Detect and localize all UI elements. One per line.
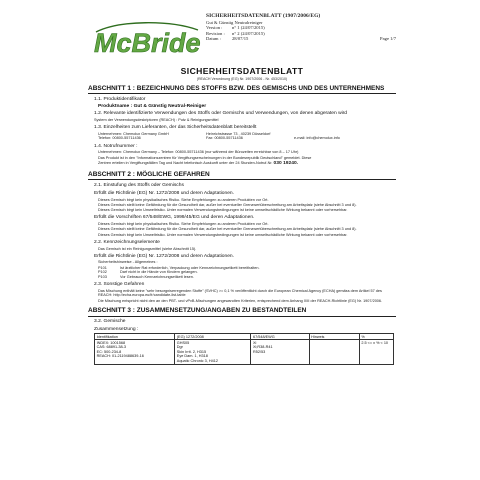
revision-label: Revision : <box>206 30 225 36</box>
id-index: INDEX: 1001568 <box>96 340 126 345</box>
other-hazards-2: Die Mischung entspricht nicht den an den PBT- und vPvB-Mischungen angewandten Kriterien, entsprechend dem Anhang XIII der REACH-Richtlinie (EG) Nr. 1907/2006. <box>98 298 383 303</box>
emergency-line-2: Das Produkt ist in den "Informationszentren für Vergiftungserscheinungen in der Bundesrepublik Deutschland" gemeldet. Diese <box>98 155 312 160</box>
supplier-email: e-mail: info@chemolux.info <box>294 136 340 141</box>
supplier-phone: Telefon: 00800-55711436 <box>98 136 141 141</box>
dpd-physical: Dieses Gemisch birgt kein physikalisches Risiko. Siehe Empfehlungen zu anderen Produkten vor Ort. <box>98 222 269 227</box>
dpd-environment: Dieses Gemisch birgt kein Umweltrisiko. Unter normalen Verwendungsbedingungen ist keine umweltschädliche Wirkung bekannt oder vorhersehbar. <box>98 232 348 237</box>
dsd-phrases: Xi;R38-R41 <box>252 345 273 350</box>
cell-note <box>309 340 359 364</box>
table-row <box>95 340 394 364</box>
product-name: Produktname : Gut & Günstig Neutral-Reiniger <box>98 103 207 109</box>
emergency-number: 030 19240. <box>273 160 299 166</box>
clp-physical: Dieses Gemisch birgt kein physikalisches Risiko. Siehe Empfehlungen zu anderen Produkten vor Ort. <box>98 197 269 202</box>
revision-value: n° 2 (24/07/2015) <box>232 30 265 36</box>
doc-type: SICHERHEITSDATENBLATT (1907/2006/EG) <box>206 13 321 19</box>
p101-text: Ist ärztlicher Rat erforderlich, Verpackung oder Kennzeichnungsetikett bereithalten. <box>120 265 260 270</box>
date-label: Datum : <box>206 36 221 42</box>
logo-text: McBride <box>94 28 201 58</box>
composition-label: Zusammensetzung : <box>94 327 139 333</box>
label-text: Das Gemisch ist ein Reinigungsmittel (siehe Abschnitt 15). <box>98 246 197 251</box>
emergency-text: Zentren erteilen in Vergiftungsfällen Tag und Nacht telefonisch Auskunft unter der 24 Stunden-Notruf-Nr. <box>98 160 273 165</box>
subsection-1-4: 1.4. Notrufnummer : <box>94 143 138 149</box>
id-reach: REACH: 01-2119488639-16 <box>96 354 144 359</box>
supplier-address: Heinrichstrasse 73 , 40239 Düsseldorf <box>206 131 271 136</box>
subsection-1-1: 1.1. Produktidentifikator <box>94 97 146 102</box>
cell-percent: 2.5 <= x % < 10 <box>359 340 393 364</box>
table-header: % <box>359 334 393 340</box>
emergency-line-3 <box>98 161 396 167</box>
page-number: Page 1/7 <box>380 36 396 42</box>
p103-code: P103 <box>98 274 107 279</box>
version-value: n° 1 (24/07/2015) <box>232 25 265 31</box>
date-value: 28/07/15 <box>232 36 249 42</box>
clp-h412: Aquatic Chronic 3, H412 <box>176 358 218 363</box>
p102-code: P102 <box>98 270 107 275</box>
p101-code: P101 <box>98 265 107 270</box>
use-descriptor: System der Verwendungsdeskriptoren (REACH) : Putz & Reinigungsmittel <box>94 117 219 122</box>
section-3-heading: ABSCHNITT 3 : ZUSAMMENSETZUNG/ANGABEN ZU BESTANDTEILEN <box>88 307 396 316</box>
subsection-2-3: 2.3. Sonstige Gefahren <box>94 282 145 288</box>
product-line: Gut & Günstig Neutralreiniger <box>206 19 263 25</box>
section-2-heading: ABSCHNITT 2 : MÖGLICHE GEFAHREN <box>88 171 396 180</box>
safety-heading: Sicherheitshinweise - Allgemeines : <box>98 260 158 265</box>
subsection-2-1: 2.1. Einstufung des Stoffs oder Gemischs <box>94 182 184 188</box>
table-header: (EG) 1272/2008 <box>175 334 251 340</box>
p102-text: Darf nicht in die Hände von Kindern gelangen. <box>120 270 198 275</box>
dpd-health: Dieses Gemisch stellt keine Gefährdung für die Gesundheit dar, außer bei eventueller Grenzwertüberschreitung am Arbeitsplatz (siehe Abschnitt 3 und 8). <box>98 227 357 232</box>
version-label: Version : <box>206 25 223 31</box>
supplier-details <box>98 132 396 141</box>
cell-identification <box>95 340 175 364</box>
date-row <box>206 36 396 42</box>
dsd-symbol: Xi <box>252 340 257 345</box>
mcbride-logo <box>90 22 202 58</box>
dpd-title: Erfüllt die Vorschriften 67/548/EWG, 1999/45/EG und deren Adaptationen. <box>94 215 255 221</box>
page-subtitle: (REACH Verordnung (EG) Nr. 1907/2006 - Nr. 453/2010) <box>196 77 288 81</box>
clp-environment: Dieses Gemisch birgt kein Umweltrisiko. Unter normalen Verwendungsbedingungen ist keine umweltschädliche Wirkung bekannt oder vorhersehbar. <box>98 208 348 213</box>
supplier-fax: Fax: 00800-55711436 <box>206 136 243 141</box>
label-title: Erfüllt die Richtlinie (EG) Nr. 1272/2008 und deren Adaptationen. <box>94 253 235 259</box>
id-ec: EC: 500-234-8 <box>96 349 122 354</box>
table-header: Identifikation <box>95 334 175 340</box>
clp-h318: Eye Dam. 1, H318 <box>176 354 208 359</box>
page-title: SICHERHEITSDATENBLATT <box>180 66 304 76</box>
dsd-r5253: R52/53 <box>252 349 266 354</box>
section-1-heading: ABSCHNITT 1 : BEZEICHNUNG DES STOFFS BZW. DES GEMISCHS UND DES UNTERNEHMENS <box>88 85 396 94</box>
table-header: 67/548/EWG <box>251 334 309 340</box>
clp-signal: Dgr <box>176 345 183 350</box>
subsection-2-2: 2.2. Kennzeichnungselemente <box>94 240 160 246</box>
other-hazards-1: Das Mischung enthält keine "sehr besorgniserregenden Stoffe" (SVHC) >= 0,1 % veröffentlicht durch die European Chemical Agency (ECHA) gemäss dem Artikel 57 des REACH: http://echa.europa.eu/fr/candidate-list-table <box>98 288 382 298</box>
cell-clp <box>175 340 251 364</box>
table-header: Hinweis <box>309 334 359 340</box>
composition-table <box>94 333 394 365</box>
clp-h315: Skin Irrit. 2, H315 <box>176 349 207 354</box>
clp-pictogram: GHS05 <box>176 340 190 345</box>
document-meta <box>206 14 396 42</box>
precautionary-statements <box>98 266 396 280</box>
clp-health: Dieses Gemisch stellt keine Gefährdung für die Gesundheit dar, außer bei eventueller Grenzwertüberschreitung am Arbeitsplatz (siehe Abschnitt 3 und 8). <box>98 202 357 207</box>
subsection-1-2: 1.2. Relevante identifizierte Verwendungen des Stoffs oder Gemischs und Verwendungen, von denen abgeraten wird <box>94 111 348 117</box>
supplier-company: Unternehmen: Chemolux Germany GmbH <box>98 131 169 136</box>
cell-dsd <box>251 340 309 364</box>
document-header <box>88 14 396 64</box>
clp-title: Erfüllt die Richtlinie (EG) Nr. 1272/2008 und deren Adaptationen. <box>94 190 235 196</box>
subsection-1-3: 1.3. Einzelheiten zum Lieferanten, der das Sicherheitsdatenblatt bereitstellt <box>94 125 257 131</box>
id-cas: CAS: 68891-38-3 <box>96 345 126 350</box>
emergency-line-1: Unternehmen: Chemolux Germany – Telefon: 00800-55711436 (nur während der Bürozeiten erreichbar von 8 – 17 Uhr) <box>98 150 299 155</box>
subsection-3-2: 3.2. Gemische <box>94 319 126 325</box>
p103-text: Vor Gebrauch Kennzeichnungsetikett lesen. <box>120 274 194 279</box>
